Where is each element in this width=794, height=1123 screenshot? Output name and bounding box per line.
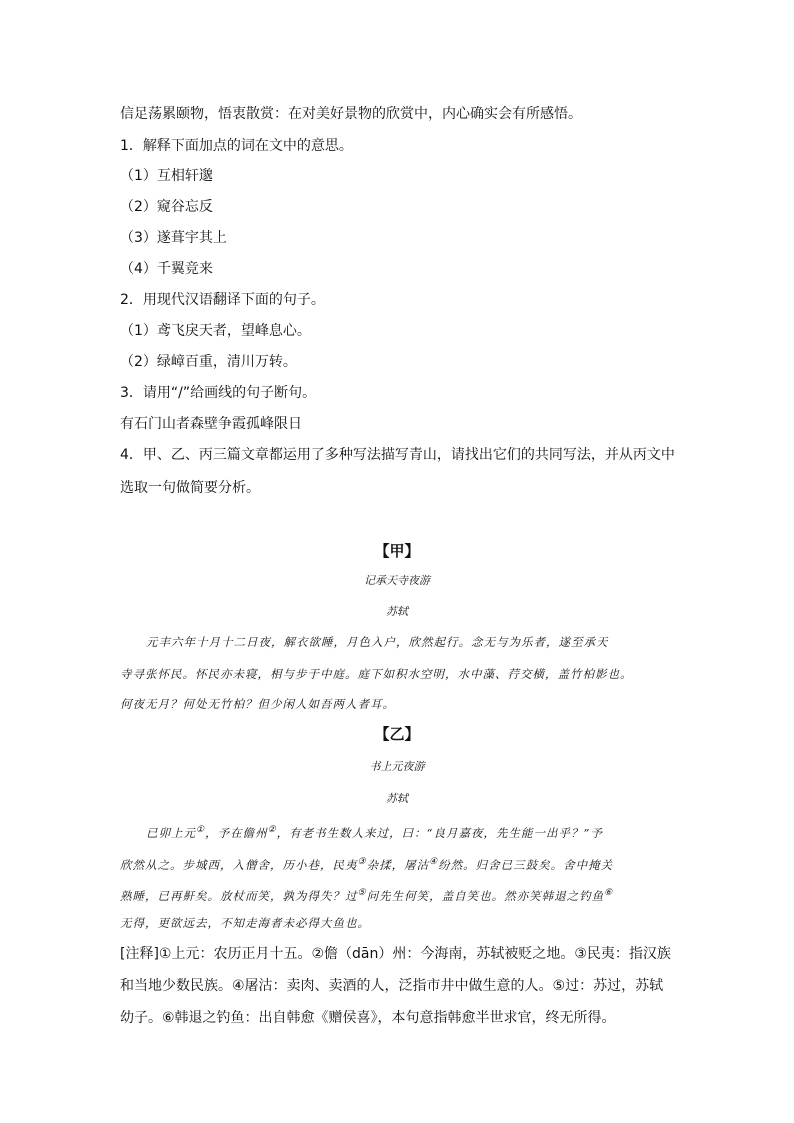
yi-line-4: 无得，更欲远去，不知走海者未必得大鱼也。 [120,916,370,930]
section-yi-title: 书上元夜游 [369,760,425,773]
jia-line-1: 元丰六年十月十二日夜，解衣欲睡，月色入户，欣然起行。念无与为乐者，遂至承天 [146,635,609,649]
question-1: 1．解释下面加点的词在文中的意思。 [120,138,353,154]
question-4-line-2: 选取一句做简要分析。 [120,480,260,496]
question-2-item-2: （2）绿嶂百重，清川万转。 [120,354,297,370]
question-1-item-2: （2）窥谷忘反 [120,199,213,215]
jia-line-3: 何夜无月？何处无竹柏？但少闲人如吾两人者耳。 [120,697,395,711]
question-4-line-1: 4．甲、乙、丙三篇文章都运用了多种写法描写青山，请找出它们的共同写法，并从丙文中 [120,447,675,463]
section-jia-author: 苏轼 [386,605,408,618]
question-1-item-1: （1）互相轩邈 [120,168,213,184]
section-yi-author: 苏轼 [386,792,408,805]
section-yi-label: 【乙】 [374,725,420,743]
question-1-item-4: （4）千翼竞来 [120,261,213,277]
question-2-item-1: （1）鸢飞戾天者，望峰息心。 [120,323,311,339]
intro-text: 信足荡累颐物，悟衷散赏：在对美好景物的欣赏中，内心确实会有所感悟。 [120,106,582,122]
section-jia-title: 记承天寺夜游 [364,574,430,587]
yi-line-2: 欣然从之。步城西，入僧舍，历小巷，民夷③杂揉，屠沽④纷然。归舍已三鼓矣。舍中掩关 [120,857,614,872]
question-3: 3．请用“/”给画线的句子断句。 [120,385,317,401]
yi-line-3: 熟睡，已再鼾矣。放杖而笑，孰为得失？过⑤问先生何笑，盖自笑也。然亦笑韩退之钓鱼⑥ [120,888,614,903]
question-2: 2．用现代汉语翻译下面的句子。 [120,292,325,308]
section-jia-label: 【甲】 [374,542,420,560]
notes-line-1: [注释]①上元：农历正月十五。②儋（dān）州：今海南，苏轼被贬之地。③民夷：指汉族 [120,946,671,962]
notes-line-3: 幼子。⑥韩退之钓鱼：出自韩愈《赠侯喜》，本句意指韩愈半世求官，终无所得。 [120,1010,616,1026]
yi-line-1: 已卯上元①，予在儋州②，有老书生数人来过，曰：“良月嘉夜，先生能一出乎？”予 [146,825,603,840]
question-3-text: 有石门山者森壁争霞孤峰限日 [120,416,302,432]
question-1-item-3: （3）遂葺宇其上 [120,230,227,246]
jia-line-2: 寺寻张怀民。怀民亦未寝，相与步于中庭。庭下如积水空明，水中藻、荇交横，盖竹柏影也。 [120,667,633,681]
notes-line-2: 和当地少数民族。④屠沽：卖肉、卖酒的人，泛指市井中做生意的人。⑤过：苏过，苏轼 [120,978,664,994]
